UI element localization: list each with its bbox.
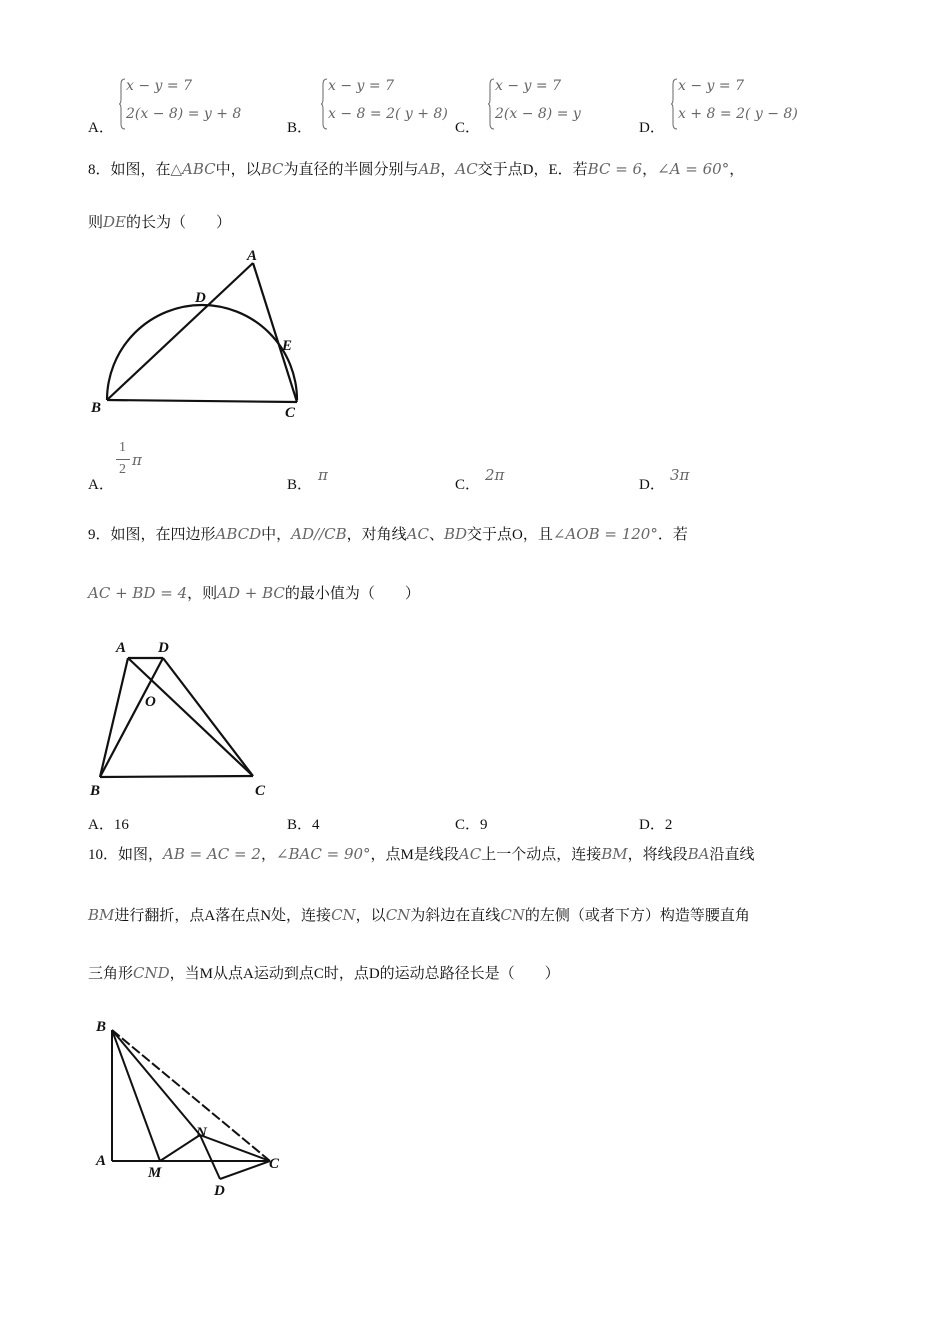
math-term: BC = 6 xyxy=(587,160,643,178)
stem-text: ， xyxy=(642,162,658,178)
stem-text: 沿直线 xyxy=(709,847,755,863)
math-term: DE xyxy=(103,213,126,231)
fraction-bar xyxy=(116,459,130,460)
option-label: C． xyxy=(455,120,481,136)
option-value: 4 xyxy=(312,817,320,833)
equation-2: 2(x − 8) = y + 8 xyxy=(126,106,242,122)
q8-figure xyxy=(85,240,315,425)
math-term: CN xyxy=(500,906,525,924)
math-term: BA xyxy=(687,845,710,863)
brace-icon xyxy=(118,78,126,130)
stem-text: 上一个动点，连接 xyxy=(481,847,602,863)
equation-2: x + 8 = 2( y − 8) xyxy=(678,106,798,122)
point-label-m: M xyxy=(148,1165,162,1181)
option-label: D． xyxy=(639,477,665,493)
option-value: 16 xyxy=(113,817,129,833)
math-term: CN xyxy=(331,906,356,924)
segment-mn xyxy=(160,1135,200,1161)
equation-2: 2(x − 8) = y xyxy=(495,106,581,122)
option-value: π xyxy=(318,466,328,484)
stem-text: ， xyxy=(260,847,276,863)
stem-text: ，当M从点A运动到点C时，点D的运动总路径长是（ ） xyxy=(169,966,560,982)
math-term: ABCD xyxy=(215,525,262,543)
stem-text: 的长为（ ） xyxy=(126,215,232,231)
math-term: AD + BC xyxy=(217,584,285,602)
point-label-a: A xyxy=(96,1153,107,1169)
point-label-d: D xyxy=(158,640,169,656)
option-value: 3π xyxy=(670,466,690,484)
math-term: △ABC xyxy=(170,160,216,178)
q9-stem-line1 xyxy=(88,523,688,544)
q8-stem-line2 xyxy=(88,211,231,232)
math-term: BD xyxy=(443,525,468,543)
option-a xyxy=(88,813,129,834)
point-label-n: N xyxy=(196,1125,207,1141)
equation-1: x − y = 7 xyxy=(328,78,394,94)
equation-system xyxy=(118,76,258,132)
stem-text: ，则 xyxy=(187,586,218,602)
equation-system xyxy=(320,76,460,132)
stem-text: 9．如图，在四边形 xyxy=(88,527,216,543)
math-term: CN xyxy=(385,906,411,924)
diagonal-ac xyxy=(128,658,253,776)
segment-dc xyxy=(220,1161,270,1179)
segment-bc xyxy=(100,776,253,777)
point-label-b: B xyxy=(90,783,101,799)
math-term: AD//CB xyxy=(291,525,347,543)
pi-symbol: π xyxy=(132,451,142,469)
option-b xyxy=(287,813,320,834)
math-term: AC xyxy=(458,845,482,863)
math-term: BC xyxy=(260,160,284,178)
equation-1: x − y = 7 xyxy=(126,78,192,94)
math-term: ∠A = 60° xyxy=(657,160,730,178)
stem-text: 交于点O，且 xyxy=(467,527,553,543)
brace-icon xyxy=(487,78,495,130)
stem-text: 进行翻折，点A落在点N处，连接 xyxy=(114,908,332,924)
option-label: C． xyxy=(455,817,481,833)
fraction-numerator: 1 xyxy=(119,440,126,455)
point-label-o: O xyxy=(145,694,156,710)
segment-ba xyxy=(107,263,253,400)
segment-dc xyxy=(163,658,253,776)
math-term: AC xyxy=(455,160,478,178)
option-label: A． xyxy=(88,817,114,833)
fraction-denominator: 2 xyxy=(119,462,126,477)
stem-text: ，将线段 xyxy=(627,847,688,863)
semicircle xyxy=(107,305,297,400)
stem-text: 中，以 xyxy=(215,162,261,178)
q10-stem-line3 xyxy=(88,962,560,983)
equation-system xyxy=(670,76,810,132)
option-label: B． xyxy=(287,477,313,493)
math-term: AC + BD = 4 xyxy=(88,584,188,602)
option-value: 2 xyxy=(664,817,673,833)
q10-figure xyxy=(90,1015,300,1200)
brace-icon xyxy=(670,78,678,130)
stem-text: ， xyxy=(440,162,456,178)
stem-text: 10．如图， xyxy=(88,847,164,863)
stem-text: 的左侧（或者下方）构造等腰直角 xyxy=(524,908,750,924)
math-term: ∠AOB = 120° xyxy=(552,525,658,543)
diagonal-bd xyxy=(100,658,163,777)
option-d xyxy=(639,813,672,834)
option-label: A． xyxy=(88,120,114,136)
stem-text: ，点M是线段 xyxy=(370,847,459,863)
stem-text: 、 xyxy=(428,527,444,543)
point-label-a: A xyxy=(116,640,127,656)
option-value: 9 xyxy=(480,817,488,833)
option-label: A． xyxy=(88,477,114,493)
math-term: BM xyxy=(601,845,628,863)
point-label-d: D xyxy=(214,1183,225,1199)
stem-text: 中， xyxy=(261,527,292,543)
point-label-b: B xyxy=(91,400,102,416)
stem-text: 三角形 xyxy=(88,966,134,982)
option-label: D． xyxy=(639,817,665,833)
q10-stem-line1 xyxy=(88,843,755,864)
brace-icon xyxy=(320,78,328,130)
stem-text: 交于点D，E．若 xyxy=(477,162,588,178)
point-label-a: A xyxy=(247,248,258,264)
math-term: AB = AC = 2 xyxy=(163,845,261,863)
math-term: AC xyxy=(406,525,429,543)
point-label-d: D xyxy=(195,290,206,306)
stem-text: ，对角线 xyxy=(346,527,407,543)
equation-1: x − y = 7 xyxy=(495,78,561,94)
option-label: B． xyxy=(287,817,313,833)
stem-text: 为直径的半圆分别与 xyxy=(283,162,419,178)
q10-stem-line2 xyxy=(88,904,750,925)
stem-text: ．若 xyxy=(657,527,688,543)
point-label-c: C xyxy=(255,783,266,799)
option-value: 2π xyxy=(485,466,505,484)
equation-1: x − y = 7 xyxy=(678,78,744,94)
stem-text: 8．如图，在 xyxy=(88,162,171,178)
q8-stem-line1 xyxy=(88,158,744,179)
math-term: CND xyxy=(133,964,170,982)
math-term: ∠BAC = 90° xyxy=(275,845,371,863)
equation-system xyxy=(487,76,607,132)
q9-figure xyxy=(85,632,285,802)
equation-2: x − 8 = 2( y + 8) xyxy=(328,106,448,122)
stem-text: ， xyxy=(729,162,745,178)
point-label-c: C xyxy=(269,1156,280,1172)
option-c xyxy=(455,813,488,834)
segment-bn xyxy=(112,1030,200,1135)
segment-ab xyxy=(100,658,128,777)
stem-text: 则 xyxy=(88,215,104,231)
option-label: C． xyxy=(455,477,481,493)
stem-text: 的最小值为（ ） xyxy=(284,586,420,602)
option-label: B． xyxy=(287,120,313,136)
stem-text: ，以 xyxy=(355,908,386,924)
segment-bc xyxy=(107,400,297,402)
stem-text: 为斜边在直线 xyxy=(410,908,501,924)
point-label-b: B xyxy=(96,1019,107,1035)
point-label-c: C xyxy=(285,405,296,421)
point-label-e: E xyxy=(282,338,293,354)
segment-ac xyxy=(253,263,297,402)
option-label: D． xyxy=(639,120,665,136)
math-term: AB xyxy=(418,160,441,178)
q9-stem-line2 xyxy=(88,582,420,603)
math-term: BM xyxy=(88,906,115,924)
